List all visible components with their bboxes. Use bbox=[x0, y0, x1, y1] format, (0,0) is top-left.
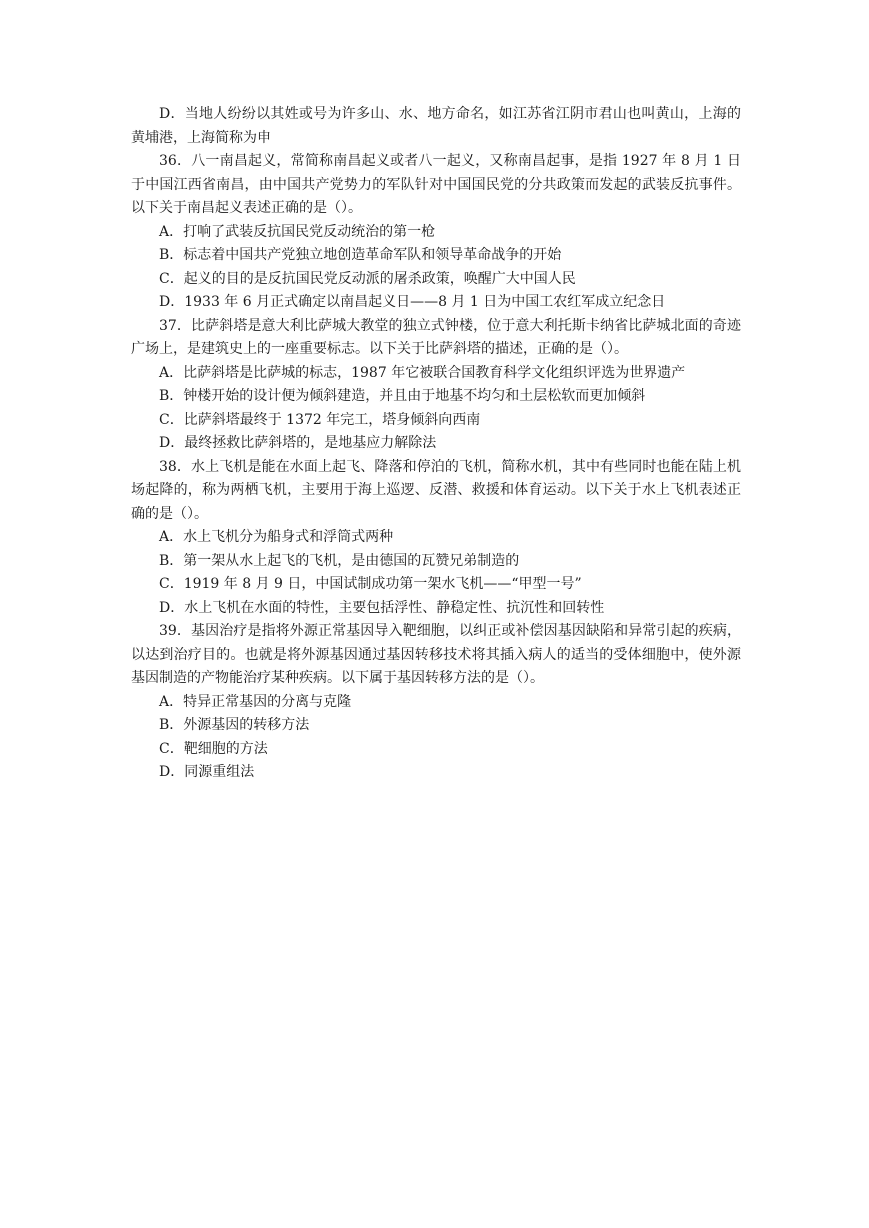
question-36-option-d: D．1933 年 6 月正式确定以南昌起义日——8 月 1 日为中国工农红军成立纪念日 bbox=[159, 294, 666, 310]
question-36-option-a: A．打响了武装反抗国民党反动统治的第一枪 bbox=[159, 223, 436, 240]
document-page bbox=[131, 103, 741, 785]
question-38-option-a: A．水上飞机分为船身式和浮筒式两种 bbox=[159, 529, 394, 545]
question-35-option-d: D．当地人纷纷以其姓或号为许多山、水、地方命名，如江苏省江阴市君山也叫黄山，上海的黄埔港，上海简称为申 bbox=[131, 106, 741, 146]
question-37-option-b: B．钟楼开始的设计便为倾斜建造，并且由于地基不均匀和土层松软而更加倾斜 bbox=[159, 388, 646, 404]
question-38-option-b: B．第一架从水上起飞的飞机，是由德国的瓦赞兄弟制造的 bbox=[159, 552, 520, 569]
question-38-option-d: D．水上飞机在水面的特性，主要包括浮性、静稳定性、抗沉性和回转性 bbox=[159, 599, 605, 616]
question-37-option-c: C．比萨斜塔最终于 1372 年完工，塔身倾斜向西南 bbox=[159, 411, 481, 428]
question-38-stem: 38．水上飞机是能在水面上起飞、降落和停泊的飞机，简称水机，其中有些同时也能在陆上机场起降的，称为两栖飞机，主要用于海上巡逻、反潜、救援和体育运动。以下关于水上飞机表述正确的是（）。 bbox=[131, 458, 741, 522]
question-36-option-c: C．起义的目的是反抗国民党反动派的屠杀政策，唤醒广大中国人民 bbox=[159, 270, 576, 287]
question-39-option-c: C．靶细胞的方法 bbox=[159, 740, 268, 757]
question-39-option-b: B．外源基因的转移方法 bbox=[159, 717, 310, 733]
question-39-option-a: A．特异正常基因的分离与克隆 bbox=[159, 693, 352, 710]
question-39-stem: 39．基因治疗是指将外源正常基因导入靶细胞，以纠正或补偿因基因缺陷和异常引起的疾病，以达到治疗目的。也就是将外源基因通过基因转移技术将其插入病人的适当的受体细胞中，使外源基因制造的产物能治疗某种疾病。以下属于基因转移方法的是（）。 bbox=[131, 623, 741, 686]
question-37-option-a: A．比萨斜塔是比萨城的标志，1987 年它被联合国教育科学文化组织评选为世界遗产 bbox=[159, 364, 686, 381]
question-36-stem: 36．八一南昌起义，常简称南昌起义或者八一起义，又称南昌起事，是指 1927 年 8 月 1 日于中国江西省南昌，由中国共产党势力的军队针对中国国民党的分共政策而发起的武装反抗事件。以下关于南昌起义表述正确的是（）。 bbox=[131, 153, 741, 216]
question-36-option-b: B．标志着中国共产党独立地创造革命军队和领导革命战争的开始 bbox=[159, 247, 562, 263]
question-37-option-d: D．最终拯救比萨斜塔的，是地基应力解除法 bbox=[159, 435, 437, 451]
question-37-stem: 37．比萨斜塔是意大利比萨城大教堂的独立式钟楼，位于意大利托斯卡纳省比萨城北面的奇迹广场上，是建筑史上的一座重要标志。以下关于比萨斜塔的描述，正确的是（）。 bbox=[131, 317, 741, 357]
question-38-option-c: C．1919 年 8 月 9 日，中国试制成功第一架水飞机——“甲型一号” bbox=[159, 576, 582, 592]
question-39-option-d: D．同源重组法 bbox=[159, 764, 255, 780]
